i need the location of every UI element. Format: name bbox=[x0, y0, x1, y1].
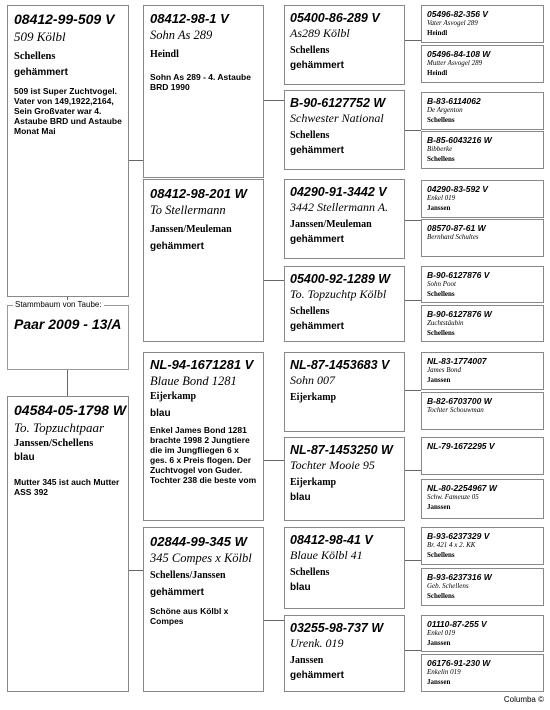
ring-number: NL-80-2254967 W bbox=[427, 483, 497, 493]
pedigree-card-gggp bbox=[421, 437, 544, 475]
connector bbox=[67, 370, 68, 396]
owner: Janssen bbox=[427, 678, 451, 686]
bird-name: Mutter Asvogel 289 bbox=[427, 59, 483, 67]
connector bbox=[263, 280, 284, 281]
owner: Janssen bbox=[427, 503, 451, 511]
ring-number: NL-94-1671281 V bbox=[150, 357, 254, 372]
owner: Heindl bbox=[150, 49, 179, 60]
owner: Janssen bbox=[290, 655, 324, 666]
owner: Janssen bbox=[427, 639, 451, 647]
connector bbox=[404, 40, 421, 41]
owner: Schellens bbox=[427, 116, 455, 124]
ring-number: 04290-91-3442 V bbox=[290, 185, 387, 199]
ring-number: 01110-87-255 V bbox=[427, 619, 487, 629]
ring-number: B-93-6237316 W bbox=[427, 572, 492, 582]
connector bbox=[128, 570, 144, 571]
color: blau bbox=[290, 582, 311, 593]
ring-number: 04584-05-1798 W bbox=[14, 402, 127, 418]
bird-name: Bernhard Schultes bbox=[427, 233, 479, 241]
color: gehämmert bbox=[14, 67, 68, 78]
ring-number: 05496-82-356 V bbox=[427, 9, 488, 19]
bird-name: Blaue Bond 1281 bbox=[150, 374, 237, 388]
pedigree-card-gf1 bbox=[143, 5, 264, 178]
owner: Schellens bbox=[290, 130, 330, 141]
color: gehämmert bbox=[290, 670, 344, 681]
pedigree-card-gggp bbox=[421, 219, 544, 257]
bird-name: Zuchtstäubin bbox=[427, 319, 464, 327]
pedigree-card-gggp bbox=[421, 568, 544, 606]
bird-name: Urenk. 019 bbox=[290, 636, 344, 650]
bird-name: Enkel 019 bbox=[427, 629, 456, 637]
pedigree-card-mother bbox=[7, 396, 129, 692]
ring-number: B-90-6127752 W bbox=[290, 96, 386, 110]
connector bbox=[404, 470, 421, 471]
color: blau bbox=[14, 452, 35, 463]
owner: Schellens bbox=[290, 567, 330, 578]
bird-name: De Argenton bbox=[427, 106, 463, 114]
bird-name: Schw. Fameuze 05 bbox=[427, 493, 479, 501]
bird-name: To. Topzuchtpaar bbox=[14, 420, 105, 435]
pedigree-card-gggp bbox=[421, 479, 544, 519]
owner: Janssen bbox=[427, 204, 451, 212]
owner: Schellens/Janssen bbox=[150, 570, 226, 581]
pedigree-card-gm1 bbox=[143, 179, 264, 342]
owner: Schellens bbox=[290, 306, 330, 317]
connector bbox=[404, 390, 421, 391]
color: gehämmert bbox=[290, 60, 344, 71]
owner: Heindl bbox=[427, 69, 448, 77]
connector bbox=[404, 300, 421, 301]
pedigree-card-gm2 bbox=[143, 527, 264, 692]
ring-number: B-90-6127876 W bbox=[427, 309, 492, 319]
ring-number: 05496-84-108 W bbox=[427, 49, 491, 59]
remark: Sohn As 289 - 4. Astaube BRD 1990 bbox=[150, 72, 251, 92]
owner: Schellens bbox=[427, 290, 455, 298]
ring-number: NL-83-1774007 bbox=[427, 356, 487, 366]
owner: Schellens bbox=[427, 551, 455, 559]
owner: Janssen/Schellens bbox=[14, 438, 94, 449]
remark: Schöne aus Kölbl x Compes bbox=[150, 606, 229, 626]
pedigree-card-gggp bbox=[421, 92, 544, 130]
ring-number: B-90-6127876 V bbox=[427, 270, 490, 280]
bird-name: Bibberke bbox=[427, 145, 453, 153]
ring-number: 08412-98-201 W bbox=[150, 186, 247, 201]
owner: Schellens bbox=[427, 155, 455, 163]
connector bbox=[404, 220, 421, 221]
bird-name: Sohn 007 bbox=[290, 373, 335, 387]
connector bbox=[263, 460, 284, 461]
pedigree-card-gggp bbox=[421, 180, 544, 218]
ring-number: 08412-98-41 V bbox=[290, 533, 373, 547]
pedigree-card-gggp bbox=[421, 266, 544, 303]
pedigree-card-ggp bbox=[284, 352, 405, 432]
ring-number: B-85-6043216 W bbox=[427, 135, 492, 145]
ring-number: B-82-6703700 W bbox=[427, 396, 492, 406]
bird-name: 509 Kölbl bbox=[14, 29, 66, 44]
subject-title: Stammbaum von Taube: bbox=[15, 300, 102, 309]
pedigree-card-ggp bbox=[284, 5, 405, 85]
pedigree-card-ggp bbox=[284, 437, 405, 521]
ring-number: 08570-87-61 W bbox=[427, 223, 486, 233]
pedigree-card-gggp bbox=[421, 5, 544, 43]
bird-name: Blaue Kölbl 41 bbox=[290, 548, 363, 562]
ring-number: 06176-91-230 W bbox=[427, 658, 491, 668]
connector bbox=[263, 100, 284, 101]
owner: Eijerkamp bbox=[290, 477, 337, 488]
ring-number: B-83-6114062 bbox=[427, 96, 481, 106]
pedigree-card-father bbox=[7, 5, 129, 297]
pedigree-card-ggp bbox=[284, 527, 405, 609]
pedigree-card-ggp bbox=[284, 179, 405, 259]
color: gehämmert bbox=[290, 145, 344, 156]
connector bbox=[404, 130, 421, 131]
color: gehämmert bbox=[150, 587, 204, 598]
pedigree-card-gggp bbox=[421, 305, 544, 342]
pedigree-card-gggp bbox=[421, 392, 544, 430]
bird-name: Vater Asvogel 289 bbox=[427, 19, 478, 27]
ring-number: 08412-98-1 V bbox=[150, 11, 229, 26]
remark: 509 ist Super Zuchtvogel. Vater von 149,1922,2164, Sein Großvater war 4. Astaube BRD und Astaube Monat Mai bbox=[14, 86, 122, 136]
owner: Schellens bbox=[290, 45, 330, 56]
bird-name: Geb. Schellens bbox=[427, 582, 469, 590]
color: blau bbox=[290, 492, 311, 503]
connector bbox=[404, 560, 421, 561]
color: blau bbox=[150, 408, 171, 419]
owner: Schellens bbox=[14, 51, 56, 62]
bird-name: As289 Kölbl bbox=[290, 26, 350, 40]
owner: Janssen bbox=[427, 376, 451, 384]
pedigree-card-gggp bbox=[421, 45, 544, 83]
bird-name: Schwester National bbox=[290, 111, 384, 125]
subject-card bbox=[7, 305, 129, 370]
owner: Heindl bbox=[427, 29, 448, 37]
subject-ring: Paar 2009 - 13/A bbox=[14, 316, 122, 332]
owner: Janssen/Meuleman bbox=[290, 219, 372, 230]
copyright-footer: Columba © bbox=[503, 695, 544, 704]
pedigree-card-ggp bbox=[284, 615, 405, 692]
pedigree-card-gggp bbox=[421, 654, 544, 692]
bird-name: James Bond bbox=[427, 366, 462, 374]
bird-name: 345 Compes x Kölbl bbox=[150, 551, 252, 565]
bird-name: Tochter Schouwman bbox=[427, 406, 484, 414]
bird-name: 3442 Stellermann A. bbox=[290, 200, 389, 214]
ring-number: 02844-99-345 W bbox=[150, 534, 247, 549]
bird-name: Enkelin 019 bbox=[427, 668, 461, 676]
bird-name: Sohn As 289 bbox=[150, 28, 213, 42]
remark: Enkel James Bond 1281 brachte 1998 2 Jungtiere die im Jungfliegen 6 x ges. 6 x Preis flogen. Der Zuchtvogel von Guder. Tochter 238 die beste vom bbox=[150, 425, 257, 485]
connector bbox=[263, 620, 284, 621]
owner: Schellens bbox=[427, 329, 455, 337]
ring-number: B-93-6237329 V bbox=[427, 531, 490, 541]
color: gehämmert bbox=[290, 234, 344, 245]
ring-number: 08412-99-509 V bbox=[14, 11, 115, 27]
pedigree-card-gggp bbox=[421, 131, 544, 169]
pedigree-card-gggp bbox=[421, 615, 544, 652]
ring-number: NL-87-1453683 V bbox=[290, 358, 390, 372]
ring-number: NL-87-1453250 W bbox=[290, 443, 393, 457]
owner: Eijerkamp bbox=[150, 391, 197, 402]
connector bbox=[404, 650, 421, 651]
connector bbox=[128, 160, 144, 161]
bird-name: Tochter Mooie 95 bbox=[290, 458, 375, 472]
pedigree-card-gggp bbox=[421, 352, 544, 390]
ring-number: 03255-98-737 W bbox=[290, 621, 384, 635]
pedigree-card-ggp bbox=[284, 266, 405, 342]
owner: Eijerkamp bbox=[290, 392, 337, 403]
bird-name: To Stellermann bbox=[150, 203, 226, 217]
color: gehämmert bbox=[290, 321, 344, 332]
bird-name: Enkel 019 bbox=[427, 194, 456, 202]
color: gehämmert bbox=[150, 241, 204, 252]
remark: Mutter 345 ist auch Mutter ASS 392 bbox=[14, 477, 120, 497]
ring-number: 04290-83-592 V bbox=[427, 184, 488, 194]
pedigree-card-ggp bbox=[284, 90, 405, 170]
ring-number: 05400-92-1289 W bbox=[290, 272, 391, 286]
owner: Schellens bbox=[427, 592, 455, 600]
pedigree-card-gggp bbox=[421, 527, 544, 565]
pedigree-card-gf2 bbox=[143, 352, 264, 521]
bird-name: Br. 421 4 x 2. KK bbox=[427, 541, 476, 549]
bird-name: Sohn Poot bbox=[427, 280, 456, 288]
owner: Janssen/Meuleman bbox=[150, 224, 232, 235]
bird-name: To. Topzuchtp Kölbl bbox=[290, 287, 387, 301]
ring-number: 05400-86-289 V bbox=[290, 11, 380, 25]
ring-number: NL-79-1672295 V bbox=[427, 441, 495, 451]
